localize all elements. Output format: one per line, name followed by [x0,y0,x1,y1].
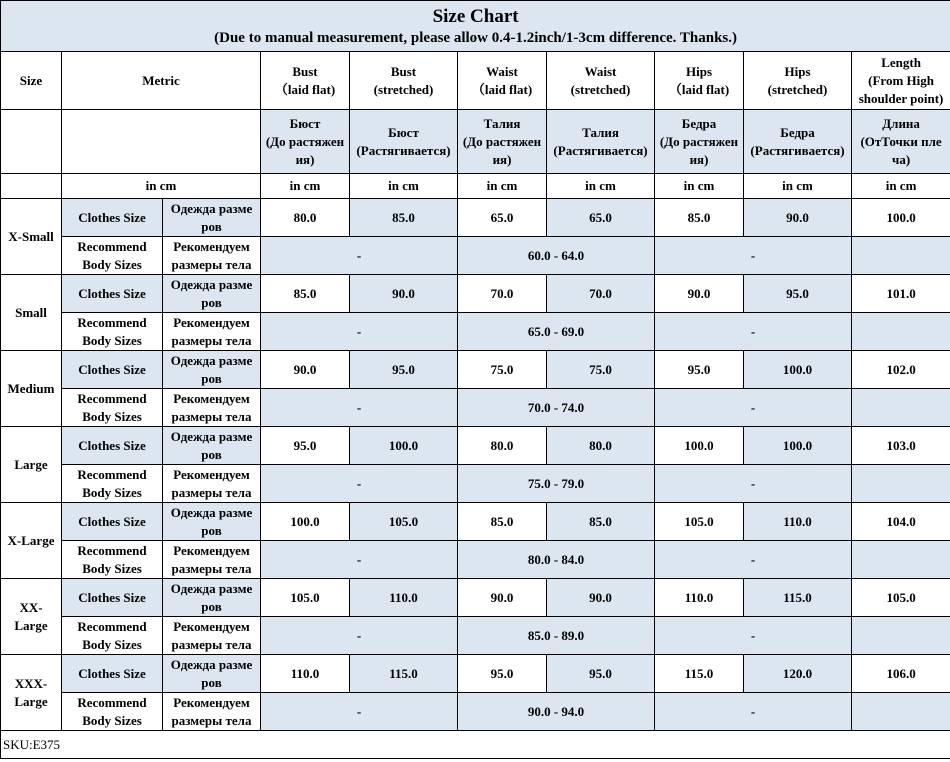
unit-label: in cm [458,174,547,199]
measurement-cell: 105.0 [852,579,950,617]
measurement-cell: 95.0 [458,655,547,693]
column-header-en: Bust （laid flat) [261,52,350,110]
recommend-hips: - [655,313,852,351]
column-header-ru: Талия (До растяжен ия) [458,110,547,174]
recommend-waist: 80.0 - 84.0 [458,541,655,579]
recommend-waist: 75.0 - 79.0 [458,465,655,503]
measurement-cell: 104.0 [852,503,950,541]
column-header-ru: Бедра (До растяжен ия) [655,110,744,174]
clothes-size-label-ru: Одежда разме ров [163,199,261,237]
recommend-waist: 90.0 - 94.0 [458,693,655,731]
column-header-ru: Бюст (До растяжен ия) [261,110,350,174]
column-header-en: Bust (stretched) [350,52,458,110]
sku-label: SKU:E375 [1,731,950,759]
measurement-cell: 101.0 [852,275,950,313]
measurement-cell: 110.0 [261,655,350,693]
recommend-hips: - [655,693,852,731]
recommend-hips: - [655,617,852,655]
column-header-en: Waist (stretched) [547,52,655,110]
recommend-label-ru: Рекомендуем размеры тела [163,237,261,275]
clothes-size-label: Clothes Size [62,427,163,465]
clothes-size-label-ru: Одежда разме ров [163,275,261,313]
metric-header: Metric [62,52,261,110]
measurement-cell: 80.0 [547,427,655,465]
clothes-size-label-ru: Одежда разме ров [163,655,261,693]
measurement-cell: 95.0 [655,351,744,389]
measurement-cell: 110.0 [655,579,744,617]
recommend-hips: - [655,541,852,579]
recommend-length [852,541,950,579]
recommend-waist: 60.0 - 64.0 [458,237,655,275]
clothes-size-label: Clothes Size [62,351,163,389]
recommend-label-ru: Рекомендуем размеры тела [163,693,261,731]
unit-label: in cm [744,174,852,199]
measurement-cell: 95.0 [547,655,655,693]
measurement-cell: 75.0 [458,351,547,389]
column-header-ru: Длина (ОтТочки пле ча) [852,110,950,174]
recommend-label: Recommend Body Sizes [62,465,163,503]
unit-label: in cm [261,174,350,199]
recommend-waist: 85.0 - 89.0 [458,617,655,655]
measurement-cell: 80.0 [261,199,350,237]
recommend-label: Recommend Body Sizes [62,693,163,731]
clothes-size-label: Clothes Size [62,275,163,313]
measurement-cell: 100.0 [350,427,458,465]
column-header-ru: Бедра (Растягивается) [744,110,852,174]
measurement-cell: 70.0 [547,275,655,313]
recommend-label-ru: Рекомендуем размеры тела [163,465,261,503]
size-name: X-Small [1,199,62,275]
clothes-size-label: Clothes Size [62,199,163,237]
measurement-cell: 95.0 [261,427,350,465]
recommend-label-ru: Рекомендуем размеры тела [163,313,261,351]
measurement-cell: 102.0 [852,351,950,389]
title-cell [1,1,950,52]
size-name: Large [1,427,62,503]
measurement-cell: 70.0 [458,275,547,313]
chart-title: Size Chart [432,6,519,27]
unit-label: in cm [655,174,744,199]
measurement-cell: 85.0 [261,275,350,313]
size-name: Medium [1,351,62,427]
unit-label: in cm [62,174,261,199]
unit-label: in cm [350,174,458,199]
chart-subtitle: (Due to manual measurement, please allow 0.4-1.2inch/1-3cm difference. Thanks.) [214,30,738,46]
size-name: XX- Large [1,579,62,655]
recommend-bust: - [261,465,458,503]
recommend-hips: - [655,465,852,503]
clothes-size-label-ru: Одежда разме ров [163,427,261,465]
measurement-cell: 95.0 [744,275,852,313]
recommend-length [852,313,950,351]
measurement-cell: 103.0 [852,427,950,465]
recommend-length [852,617,950,655]
clothes-size-label: Clothes Size [62,579,163,617]
recommend-label: Recommend Body Sizes [62,237,163,275]
measurement-cell: 80.0 [458,427,547,465]
measurement-cell: 100.0 [744,351,852,389]
recommend-waist: 65.0 - 69.0 [458,313,655,351]
size-name: X-Large [1,503,62,579]
measurement-cell: 105.0 [261,579,350,617]
column-header-ru: Бюст (Растягивается) [350,110,458,174]
measurement-cell: 110.0 [744,503,852,541]
size-name: Small [1,275,62,351]
measurement-cell: 90.0 [350,275,458,313]
clothes-size-label: Clothes Size [62,655,163,693]
measurement-cell: 115.0 [744,579,852,617]
measurement-cell: 100.0 [852,199,950,237]
measurement-cell: 90.0 [744,199,852,237]
recommend-bust: - [261,541,458,579]
measurement-cell: 95.0 [350,351,458,389]
recommend-label: Recommend Body Sizes [62,313,163,351]
recommend-label: Recommend Body Sizes [62,541,163,579]
recommend-hips: - [655,237,852,275]
measurement-cell: 110.0 [350,579,458,617]
recommend-bust: - [261,313,458,351]
measurement-cell: 100.0 [744,427,852,465]
recommend-label: Recommend Body Sizes [62,389,163,427]
size-name: XXX- Large [1,655,62,731]
measurement-cell: 85.0 [458,503,547,541]
recommend-bust: - [261,617,458,655]
clothes-size-label-ru: Одежда разме ров [163,579,261,617]
clothes-size-label-ru: Одежда разме ров [163,351,261,389]
measurement-cell: 90.0 [261,351,350,389]
recommend-length [852,693,950,731]
recommend-label-ru: Рекомендуем размеры тела [163,389,261,427]
recommend-length [852,465,950,503]
recommend-length [852,237,950,275]
column-header-en: Hips （laid flat) [655,52,744,110]
recommend-bust: - [261,389,458,427]
recommend-waist: 70.0 - 74.0 [458,389,655,427]
measurement-cell: 115.0 [350,655,458,693]
measurement-cell: 105.0 [655,503,744,541]
clothes-size-label-ru: Одежда разме ров [163,503,261,541]
measurement-cell: 106.0 [852,655,950,693]
measurement-cell: 85.0 [350,199,458,237]
unit-label: in cm [547,174,655,199]
measurement-cell: 100.0 [261,503,350,541]
measurement-cell: 85.0 [547,503,655,541]
column-header-en: Length (From High shoulder point) [852,52,950,110]
unit-label: in cm [852,174,950,199]
recommend-bust: - [261,693,458,731]
measurement-cell: 65.0 [458,199,547,237]
measurement-cell: 65.0 [547,199,655,237]
recommend-bust: - [261,237,458,275]
measurement-cell: 85.0 [655,199,744,237]
column-header-ru: Талия (Растягивается) [547,110,655,174]
measurement-cell: 120.0 [744,655,852,693]
column-header-en: Hips (stretched) [744,52,852,110]
size-header: Size [1,52,62,110]
column-header-en: Waist （laid flat) [458,52,547,110]
measurement-cell: 90.0 [655,275,744,313]
recommend-label: Recommend Body Sizes [62,617,163,655]
recommend-hips: - [655,389,852,427]
recommend-length [852,389,950,427]
measurement-cell: 90.0 [547,579,655,617]
recommend-label-ru: Рекомендуем размеры тела [163,541,261,579]
clothes-size-label: Clothes Size [62,503,163,541]
measurement-cell: 115.0 [655,655,744,693]
recommend-label-ru: Рекомендуем размеры тела [163,617,261,655]
measurement-cell: 75.0 [547,351,655,389]
measurement-cell: 105.0 [350,503,458,541]
measurement-cell: 100.0 [655,427,744,465]
measurement-cell: 90.0 [458,579,547,617]
